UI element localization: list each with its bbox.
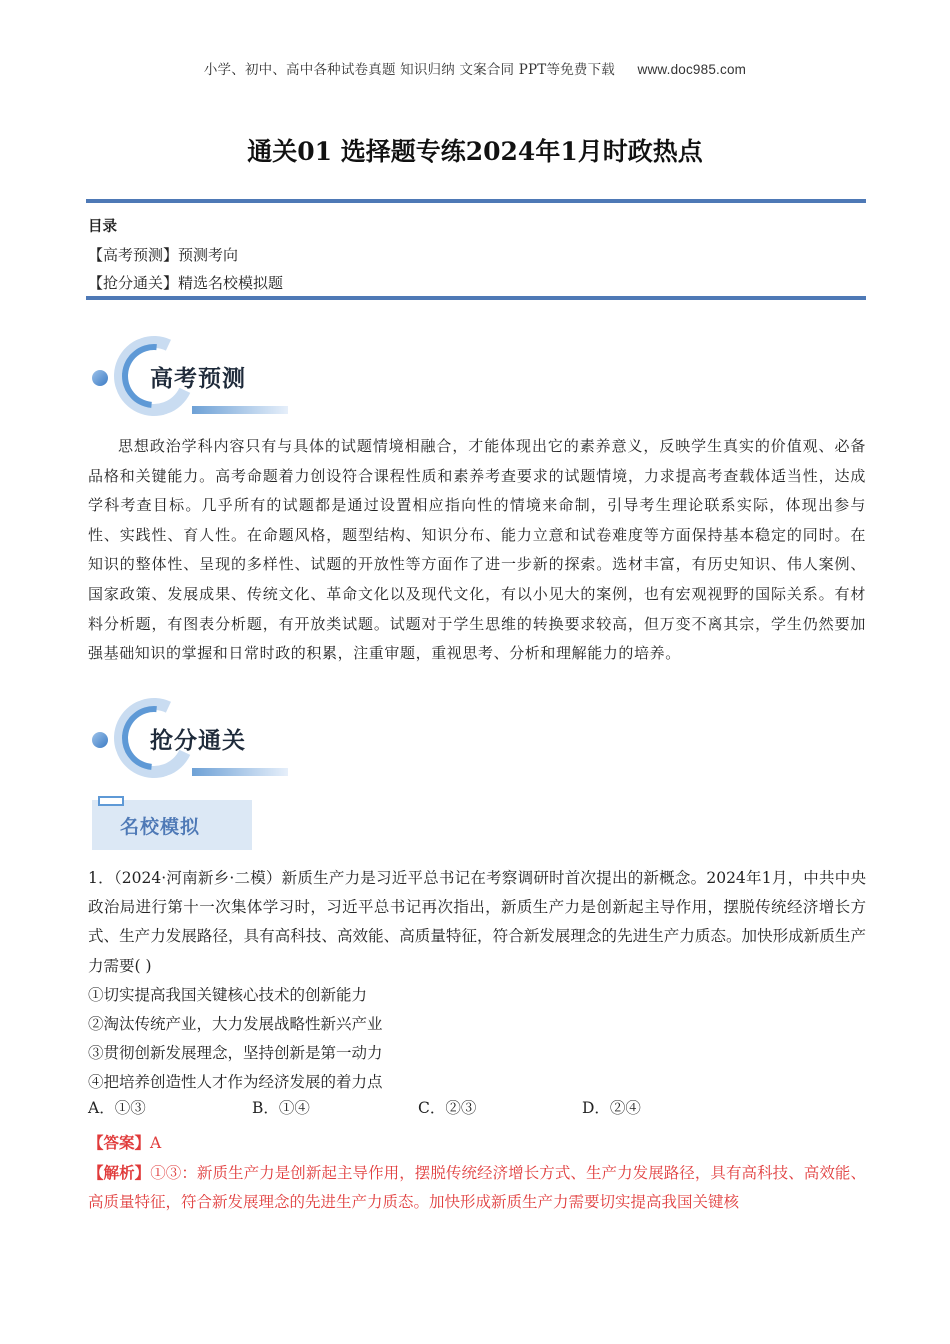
statement-2: ②淘汰传统产业，大力发展战略性新兴产业	[88, 1015, 383, 1034]
statement-3: ③贯彻创新发展理念，坚持创新是第一动力	[88, 1044, 383, 1063]
toc-bottom-divider	[86, 296, 866, 300]
table-of-contents	[88, 213, 283, 297]
answer-block	[88, 1128, 866, 1218]
answer-line	[88, 1128, 866, 1158]
header-text: 小学、初中、高中各种试卷真题 知识归纳 文案合同 PPT等免费下载	[203, 62, 616, 78]
section-title-forecast: 高考预测	[150, 366, 246, 392]
toc-item-score[interactable]: 【抢分通关】精选名校模拟题	[88, 274, 284, 292]
analysis-text: ①③：新质生产力是创新起主导作用，摆脱传统经济增长方式、生产力发展路径，具有高科技、高效能、高质量特征，符合新发展理念的先进生产力质态。加快形成新质生产力需要切实提高我国关键核	[88, 1164, 866, 1212]
school-sim-label: 名校模拟	[120, 816, 201, 838]
page-header	[0, 58, 950, 78]
intro-paragraph	[88, 432, 866, 669]
question-1	[88, 864, 866, 1098]
question-stem: 1．（2024·河南新乡·二模）新质生产力是习近平总书记在考察调研时首次提出的新概念。2024年1月，中共中央政治局进行第十一次集体学习时，习近平总书记再次指出，新质生产力是创新起主导作用，摆脱传统经济增长方式、生产力发展路径，具有高科技、高效能、高质量特征，符合新发展理念的先进生产力质态。加快形成新质生产力需要( )	[88, 869, 866, 975]
intro-text: 思想政治学科内容只有与具体的试题情境相融合，才能体现出它的素养意义，反映学生真实的价值观、必备品格和关键能力。高考命题着力创设符合课程性质和素养考查要求的试题情境，力求提高考查载体适当性，达成学科考查目标。几乎所有的试题都是通过设置相应指向性的情境来命制，引导考生理论联系实际，体现出参与性、实践性、育人性。在命题风格，题型结构、知识分布、能力立意和试卷难度等方面保持基本稳定的同时。在知识的整体性、呈现的多样性、试题的开放性等方面作了进一步新的探索。选材丰富，有历史知识、伟人案例、国家政策、发展成果、传统文化、革命文化以及现代文化，有以小见大的案例，也有宏观视野的国际关系。有材料分析题，有图表分析题，有开放类试题。试题对于学生思维的转换要求较高，但万变不离其宗，学生仍然要加强基础知识的掌握和日常时政的积累，注重审题，重视思考、分析和理解能力的培养。	[88, 437, 866, 663]
statement-1: ①切实提高我国关键核心技术的创新能力	[88, 985, 368, 1004]
analysis-line	[88, 1158, 866, 1217]
option-d[interactable]: D．②④	[582, 1099, 641, 1117]
answer-options	[88, 1096, 868, 1124]
section-banner-score	[92, 696, 292, 786]
banner-dot-icon	[92, 370, 108, 386]
toc-item-forecast[interactable]: 【高考预测】预测考向	[88, 246, 239, 264]
answer-value: A	[150, 1134, 162, 1152]
document-title: 通关01 选择题专练2024年1月时政热点	[247, 137, 703, 166]
tag-mark-icon	[98, 796, 124, 806]
banner-dot-icon	[92, 732, 108, 748]
statement-4: ④把培养创造性人才作为经济发展的着力点	[88, 1073, 383, 1092]
banner-underbar	[192, 406, 288, 414]
toc-top-divider	[86, 199, 866, 203]
banner-underbar	[192, 768, 288, 776]
option-b[interactable]: B．①④	[252, 1099, 310, 1117]
section-banner-forecast	[92, 334, 292, 424]
answer-label: 【答案】	[88, 1133, 151, 1152]
option-c[interactable]: C．②③	[418, 1099, 477, 1117]
toc-heading: 目录	[88, 219, 117, 235]
school-sim-tag	[92, 800, 252, 850]
section-title-score: 抢分通关	[150, 728, 246, 754]
analysis-label: 【解析】	[88, 1163, 151, 1183]
option-a[interactable]: A．①③	[88, 1099, 146, 1117]
header-url[interactable]: www.doc985.com	[637, 62, 747, 77]
